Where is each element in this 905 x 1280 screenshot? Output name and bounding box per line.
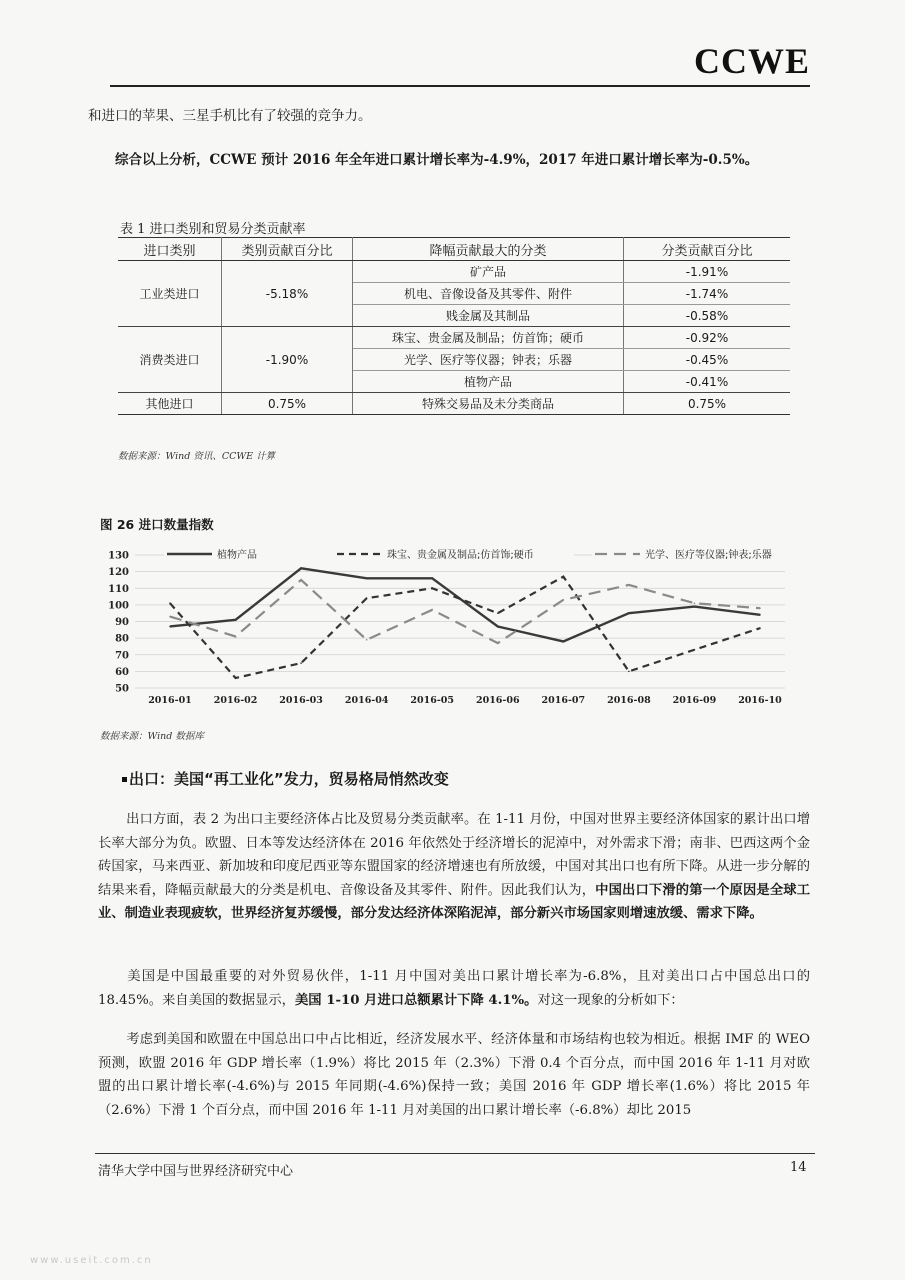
x-tick-label: 2016-06 (475, 695, 520, 706)
footer-org: 清华大学中国与世界经济研究中心 (98, 1164, 294, 1179)
intro-text: 和进口的苹果、三星手机比有了较强的竞争力。 (88, 108, 372, 124)
category-cell: 工业类进口 (118, 261, 222, 327)
item-cell: 特殊交易品及未分类商品 (353, 393, 624, 415)
body-paragraph (98, 965, 810, 1012)
header-cell: 进口类别 (118, 238, 222, 261)
data-point (694, 606, 696, 608)
share-cell: 0.75% (222, 393, 353, 415)
summary-text: 综合以上分析，CCWE 预计 2016 年全年进口累计增长率为-4.9%，2017 年进口累计增长率为-0.5%。 (115, 152, 759, 168)
section-title-text: 出口：美国“再工业化”发力，贸易格局悄然改变 (129, 770, 449, 788)
page-number: 14 (790, 1160, 807, 1175)
data-point (300, 568, 302, 570)
data-point (300, 579, 302, 581)
series-line-3 (170, 580, 760, 643)
header-rule (110, 85, 810, 87)
legend-label: 珠宝、贵金属及制品;仿首饰;硬币 (387, 550, 534, 561)
table-row (118, 261, 790, 283)
pct-cell: -0.92% (624, 327, 791, 349)
table-source-note: 数据来源：Wind 资讯、CCWE 计算 (118, 451, 276, 462)
chart-title: 图 26 进口数量指数 (100, 517, 214, 532)
item-cell: 矿产品 (353, 261, 624, 283)
footer-rule (95, 1153, 815, 1154)
legend-label: 光学、医疗等仪器;钟表;乐器 (645, 550, 772, 561)
data-point (497, 626, 499, 628)
data-point (497, 642, 499, 644)
data-point (628, 671, 630, 673)
data-point (169, 616, 171, 618)
y-tick-label: 80 (115, 633, 129, 645)
x-tick-label: 2016-05 (410, 695, 455, 706)
data-point (366, 597, 368, 599)
y-tick-label: 130 (108, 550, 129, 562)
pct-cell: 0.75% (624, 393, 791, 415)
pct-cell: -0.41% (624, 371, 791, 393)
data-point (431, 577, 433, 579)
header-cell: 降幅贡献最大的分类 (353, 238, 624, 261)
ccwe-logo: CCWE (694, 41, 811, 81)
item-cell: 植物产品 (353, 371, 624, 393)
y-tick-label: 110 (108, 583, 129, 595)
body-paragraph (98, 1028, 810, 1122)
header-cell: 类别贡献百分比 (222, 238, 353, 261)
y-tick-label: 70 (115, 650, 129, 662)
paragraph-text: 考虑到美国和欧盟在中国总出口中占比相近，经济发展水平、经济体量和市场结构也较为相近。根据 IMF 的 WEO 预测，欧盟 2016 年 GDP 增长率（1.9%）将比 2015 年（2.3%）下滑 0.4 个百分点，而中国 2016 年 1-11 月对欧盟的出口累计增长率(-4.6%)与 2015 年同期(-4.6%)保持一致；美国 2016 年 GDP 增长率(1.6%）将比 2015 年（2.6%）下滑 1 个百分点，而中国 2016 年 1-11 月对美国的出口累计增长率（-6.8%）却比 2015 (98, 1032, 810, 1118)
x-tick-label: 2016-07 (541, 695, 586, 706)
legend-label: 植物产品 (217, 550, 257, 561)
item-cell: 贱金属及其制品 (353, 305, 624, 327)
data-point (759, 627, 761, 629)
body-paragraph (98, 808, 810, 926)
x-tick-label: 2016-09 (672, 695, 717, 706)
watermark: www.useit.com.cn (30, 1255, 153, 1266)
data-point (235, 636, 237, 638)
data-point (235, 677, 237, 679)
x-tick-label: 2016-10 (738, 695, 782, 706)
paragraph-text: 出口方面，表 2 为出口主要经济体占比及贸易分类贡献率。在 1-11 月份，中国对世界主要经济体国家的累计出口增长率大部分为负。欧盟、日本等发达经济体在 2016 年依然处于经济增长的泥淖中，对外需求下滑；南非、巴西这两个金砖国家，马来西亚、新加坡和印度尼西亚等东盟国家的经济增速也有所放缓，中国对其出口也有所下降。从进一步分解的结果来看，降幅贡献最大的分类是机电、音像设备及其零件、附件。因此我们认为， (98, 812, 810, 898)
data-point (366, 639, 368, 641)
x-tick-label: 2016-03 (279, 695, 323, 706)
item-cell: 机电、音像设备及其零件、附件 (353, 283, 624, 305)
table-header-row (118, 238, 790, 261)
section-title (122, 768, 449, 789)
x-tick-label: 2016-02 (213, 695, 258, 706)
y-tick-label: 100 (108, 600, 129, 612)
table-caption: 表 1 进口类别和贸易分类贡献率 (120, 222, 306, 237)
data-point (366, 577, 368, 579)
pct-cell: -0.45% (624, 349, 791, 371)
pct-cell: -1.91% (624, 261, 791, 283)
x-tick-label: 2016-08 (607, 695, 651, 706)
table-row (118, 393, 790, 415)
share-cell: -1.90% (222, 327, 353, 393)
data-point (759, 614, 761, 616)
data-point (563, 641, 565, 643)
y-tick-label: 120 (108, 567, 129, 579)
data-point (300, 662, 302, 664)
data-point (628, 612, 630, 614)
chart-source-note: 数据来源：Wind 数据库 (100, 731, 204, 742)
paragraph-text: 对这一现象的分析如下： (537, 992, 684, 1008)
share-cell: -5.18% (222, 261, 353, 327)
data-point (431, 609, 433, 611)
y-tick-label: 90 (115, 617, 129, 628)
y-tick-label: 60 (115, 666, 129, 678)
data-point (563, 599, 565, 601)
data-point (431, 587, 433, 589)
data-point (628, 584, 630, 586)
pct-cell: -0.58% (624, 305, 791, 327)
category-cell: 其他进口 (118, 393, 222, 415)
x-tick-label: 2016-04 (344, 695, 389, 706)
pct-cell: -1.74% (624, 283, 791, 305)
header-cell: 分类贡献百分比 (624, 238, 791, 261)
bullet-square-icon (122, 777, 127, 782)
data-point (694, 649, 696, 651)
import-volume-chart (95, 540, 795, 715)
item-cell: 珠宝、贵金属及制品；仿首饰；硬币 (353, 327, 624, 349)
paragraph-emphasis: 美国 1-10 月进口总额累计下降 4.1%。 (294, 992, 538, 1008)
y-tick-label: 50 (115, 683, 129, 695)
data-point (694, 602, 696, 604)
x-tick-label: 2016-01 (148, 695, 192, 706)
category-cell: 消费类进口 (118, 327, 222, 393)
data-point (169, 602, 171, 604)
table-row (118, 327, 790, 349)
data-point (563, 576, 565, 578)
item-cell: 光学、医疗等仪器；钟表；乐器 (353, 349, 624, 371)
data-point (497, 612, 499, 614)
paragraph-text: 美国是中国最重要的对外贸易伙伴，1-11 月中国对美出口累计增长率为-6.8%，且对美出口占中国总出口的 18.45%。来自美国的数据显示， (98, 969, 810, 1008)
data-point (759, 607, 761, 609)
contribution-table (118, 237, 790, 415)
paragraph-emphasis: 中国出口下滑的第一个原因是全球工业、制造业表现疲软，世界经济复苏缓慢，部分发达经济体深陷泥淖，部分新兴市场国家则增速放缓、需求下降。 (98, 882, 811, 921)
data-point (235, 619, 237, 621)
data-point (169, 626, 171, 628)
